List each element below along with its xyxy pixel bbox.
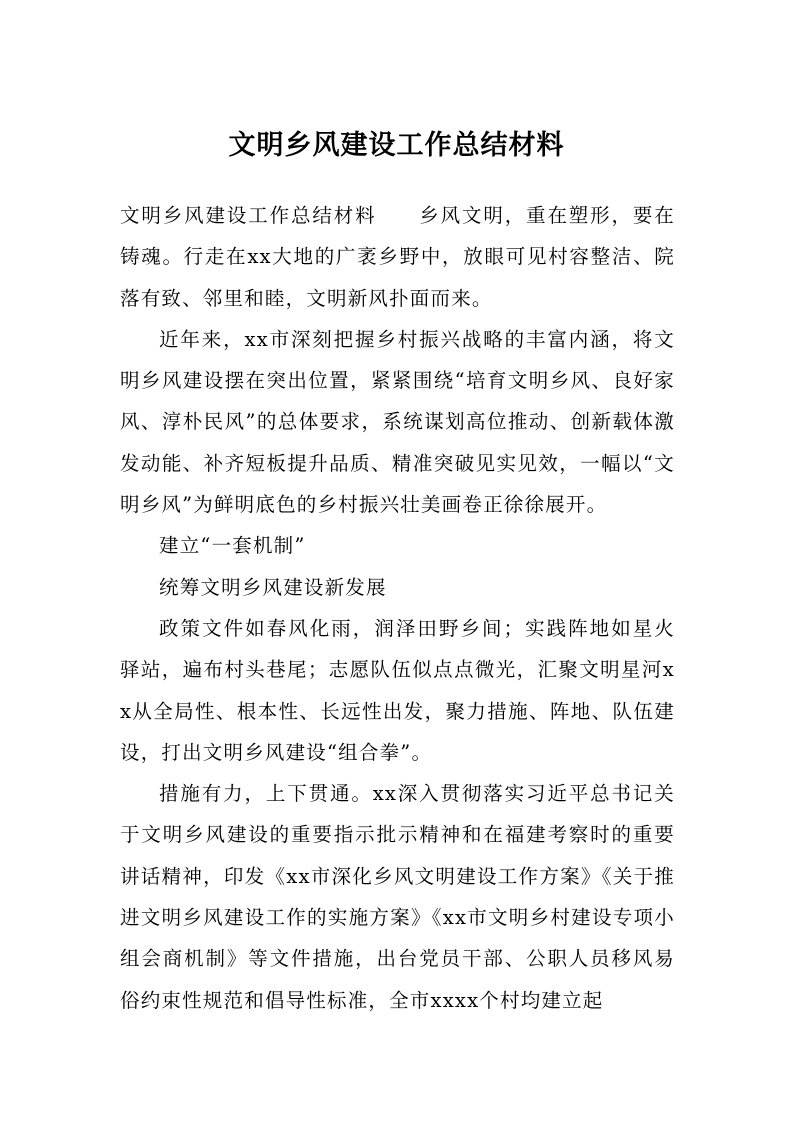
document-body: [120, 195, 675, 1021]
paragraph-intro: 文明乡风建设工作总结材料 乡风文明，重在塑形，要在铸魂。行走在xx大地的广袤乡野中，放眼可见村容整洁、院落有致、邻里和睦，文明新风扑面而来。: [120, 204, 675, 310]
document-title: 文明乡风建设工作总结材料: [228, 130, 565, 161]
paragraph-policy: 政策文件如春风化雨，润泽田野乡间；实践阵地如星火驿站，遍布村头巷尾；志愿队伍似点点微光，汇聚文明星河xx从全局性、根本性、长远性出发，聚力措施、阵地、队伍建设，打出文明乡风建设“组合拳”。: [120, 616, 675, 764]
paragraph-measures: 措施有力，上下贯通。xx深入贯彻落实习近平总书记关于文明乡风建设的重要指示批示精神和在福建考察时的重要讲话精神，印发《xx市深化乡风文明建设工作方案》《关于推进文明乡风建设工作的实施方案》《xx市文明乡村建设专项小组会商机制》等文件措施，出台党员干部、公职人员移风易俗约束性规范和倡导性标准，全市xxxx个村均建立起: [120, 782, 675, 1012]
paragraph-overview: 近年来，xx市深刻把握乡村振兴战略的丰富内涵，将文明乡风建设摆在突出位置，紧紧围绕“培育文明乡风、良好家风、淳朴民风”的总体要求，系统谋划高位推动、创新载体激发动能、补齐短板提升品质、精准突破见实见效，一幅以“文明乡风”为鲜明底色的乡村振兴壮美画卷正徐徐展开。: [120, 327, 675, 517]
section-heading-mechanism: 建立“一套机制”: [159, 534, 306, 558]
section-subheading-development: 统筹文明乡风建设新发展: [159, 575, 387, 599]
